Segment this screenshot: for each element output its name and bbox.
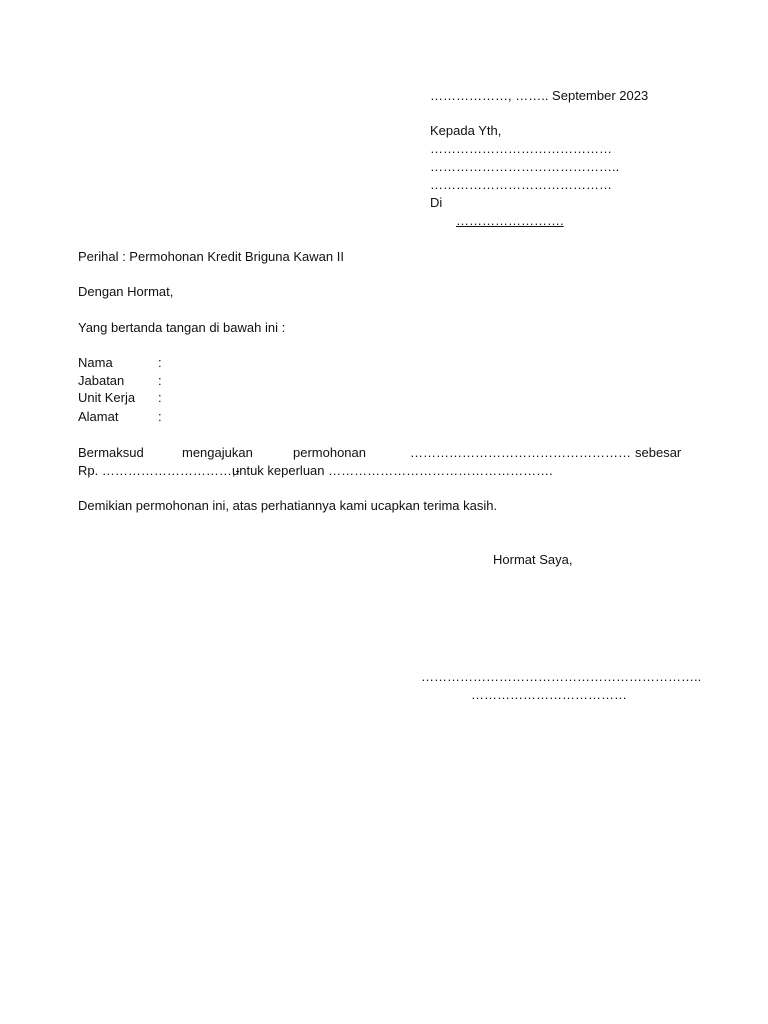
date-line: ………………, …….. September 2023 bbox=[430, 88, 649, 103]
body-word: permohonan bbox=[293, 445, 366, 460]
signature-name-line: ……………………………………………………….. bbox=[421, 669, 702, 684]
recipient-line-1: …………………………………… bbox=[430, 141, 612, 156]
field-label-unit-kerja: Unit Kerja bbox=[78, 390, 136, 405]
recipient-line-2: …………………………………….. bbox=[430, 159, 620, 174]
field-label-alamat: Alamat bbox=[78, 409, 119, 424]
subject-line: Perihal : Permohonan Kredit Briguna Kawan II bbox=[78, 249, 344, 264]
purpose-line: untuk keperluan ……………………………………………. bbox=[232, 463, 553, 478]
greeting: Dengan Hormat, bbox=[78, 284, 174, 299]
field-colon: : bbox=[158, 373, 162, 388]
body-word: mengajukan bbox=[182, 445, 253, 460]
di-label: Di bbox=[430, 195, 443, 210]
field-label-nama: Nama bbox=[78, 355, 113, 370]
field-colon: : bbox=[158, 409, 162, 424]
signature-title-line: ……………………………… bbox=[471, 687, 627, 702]
field-label-jabatan: Jabatan bbox=[78, 373, 125, 388]
body-word: sebesar bbox=[635, 445, 682, 460]
recipient-line-3: …………………………………… bbox=[430, 177, 612, 192]
body-word: Bermaksud bbox=[78, 445, 144, 460]
amount-line: Rp. …………………………,- bbox=[78, 463, 240, 478]
field-colon: : bbox=[158, 355, 162, 370]
field-colon: : bbox=[158, 390, 162, 405]
intro-line: Yang bertanda tangan di bawah ini : bbox=[78, 320, 286, 335]
body-blank: …………………………………………… bbox=[410, 445, 631, 460]
di-place: ……………………. bbox=[456, 213, 564, 228]
recipient-label: Kepada Yth, bbox=[430, 123, 502, 138]
regards: Hormat Saya, bbox=[493, 552, 573, 567]
closing-line: Demikian permohonan ini, atas perhatiannya kami ucapkan terima kasih. bbox=[78, 498, 498, 513]
